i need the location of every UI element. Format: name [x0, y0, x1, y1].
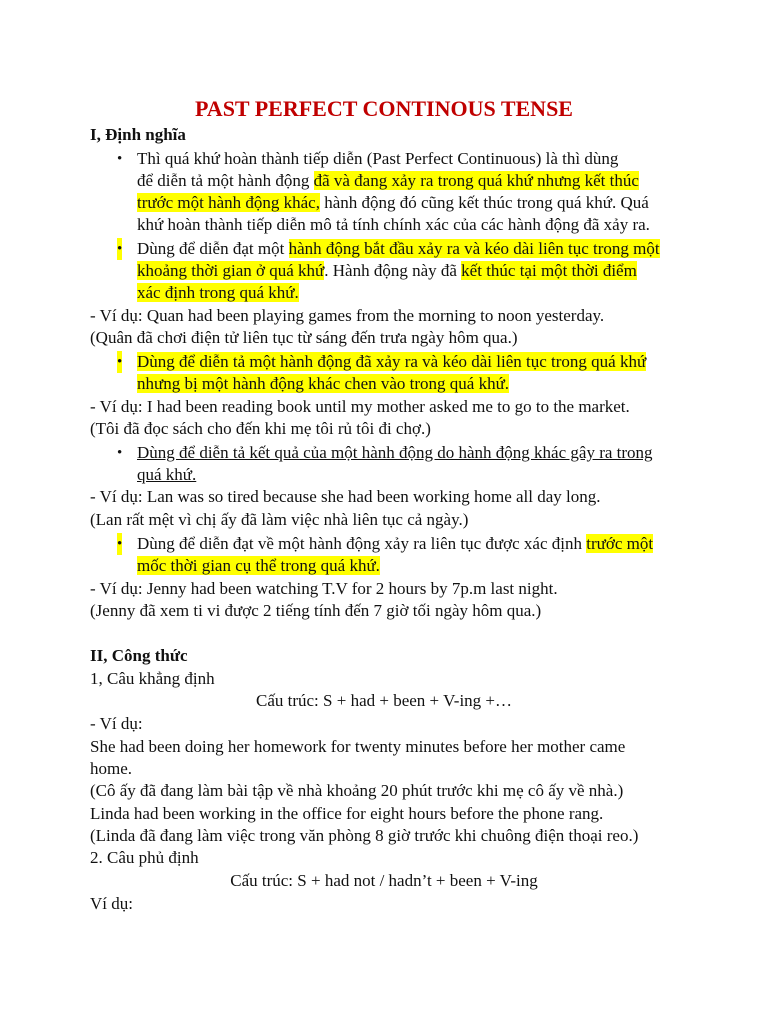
document-title: PAST PERFECT CONTINOUS TENSE	[195, 96, 573, 121]
usage-line	[137, 260, 637, 282]
bullet-icon: •	[117, 151, 123, 167]
usage-line	[137, 282, 299, 304]
text-run: để diễn tả một hành động	[137, 171, 314, 190]
bullet-icon: •	[117, 445, 123, 461]
usage-line: Dùng để diễn tả kết quả của một hành động do hành động khác gây ra trong	[137, 443, 653, 462]
formula-negative: Cấu trúc: S + had not / hadn’t + been + V-ing	[230, 871, 538, 890]
definition-line: Thì quá khứ hoàn thành tiếp diễn (Past Perfect Continuous) là thì dùng	[137, 149, 619, 168]
highlighted-text: đã và đang xảy ra trong quá khứ nhưng kết thúc	[313, 171, 639, 190]
text-run: Dùng để diễn đạt về một hành động xảy ra liên tục được xác định	[137, 534, 587, 553]
translation-line: (Linda đã đang làm việc trong văn phòng 8 giờ trước khi chuông điện thoại reo.)	[90, 826, 639, 845]
translation-line: (Lan rất mệt vì chị ấy đã làm việc nhà liên tục cả ngày.)	[90, 510, 469, 529]
definition-line	[137, 192, 649, 214]
highlighted-text: khoảng thời gian ở quá khứ	[137, 261, 325, 280]
example-line: home.	[90, 759, 133, 778]
definition-line	[137, 170, 639, 192]
formula-affirmative: Cấu trúc: S + had + been + V-ing +…	[255, 691, 513, 710]
bullet-icon: •	[117, 533, 122, 555]
translation-line: (Cô ấy đã đang làm bài tập về nhà khoảng 20 phút trước khi mẹ cô ấy về nhà.)	[90, 781, 624, 800]
example-label: - Ví dụ:	[90, 714, 143, 733]
highlighted-text: mốc thời gian cụ thể trong quá khứ.	[137, 556, 380, 575]
bullet-icon: •	[117, 238, 122, 260]
translation-line: (Quân đã chơi điện tử liên tục từ sáng đến trưa ngày hôm qua.)	[90, 328, 518, 347]
bullet-icon: •	[117, 351, 122, 373]
highlighted-text: trước một	[586, 534, 654, 553]
highlighted-text: hành động bắt đầu xảy ra và kéo dài liên tục trong một	[288, 239, 660, 258]
text-run: hành động đó cũng kết thúc trong quá khứ. Quá	[319, 193, 649, 212]
example-line: - Ví dụ: I had been reading book until my mother asked me to go to the market.	[90, 397, 630, 416]
example-line: - Ví dụ: Quan had been playing games from the morning to noon yesterday.	[90, 306, 605, 325]
usage-line	[137, 533, 653, 555]
highlighted-text: trước một hành động khác,	[137, 193, 320, 212]
usage-line: quá khứ.	[137, 465, 197, 484]
text-run: . Hành động này đã	[324, 261, 462, 280]
example-line: - Ví dụ: Lan was so tired because she had been working home all day long.	[90, 487, 601, 506]
subheading-negative: 2. Câu phủ định	[90, 848, 199, 867]
example-label: Ví dụ:	[90, 894, 133, 913]
highlighted-text: kết thúc tại một thời điểm	[461, 261, 637, 280]
usage-line	[137, 373, 509, 395]
section-heading-definition: I, Định nghĩa	[90, 125, 186, 144]
subheading-affirmative: 1, Câu khẳng định	[90, 669, 215, 688]
highlighted-text: Dùng để diễn tả một hành động đã xảy ra và kéo dài liên tục trong quá khứ	[137, 352, 647, 371]
text-run: Dùng để diễn đạt một	[137, 239, 289, 258]
usage-line	[137, 238, 660, 260]
example-line: She had been doing her homework for twenty minutes before her mother came	[90, 737, 626, 756]
usage-line	[137, 351, 646, 373]
definition-line: khứ hoàn thành tiếp diễn mô tả tính chính xác của các hành động đã xảy ra.	[137, 215, 650, 234]
translation-line: (Tôi đã đọc sách cho đến khi mẹ tôi rủ tôi đi chợ.)	[90, 419, 431, 438]
section-heading-formula: II, Công thức	[90, 646, 188, 665]
example-line: Linda had been working in the office for eight hours before the phone rang.	[90, 804, 604, 823]
example-line: - Ví dụ: Jenny had been watching T.V for 2 hours by 7p.m last night.	[90, 579, 558, 598]
usage-line	[137, 555, 380, 577]
highlighted-text: xác định trong quá khứ.	[137, 283, 299, 302]
translation-line: (Jenny đã xem ti vi được 2 tiếng tính đến 7 giờ tối ngày hôm qua.)	[90, 601, 542, 620]
highlighted-text: nhưng bị một hành động khác chen vào trong quá khứ.	[137, 374, 510, 393]
